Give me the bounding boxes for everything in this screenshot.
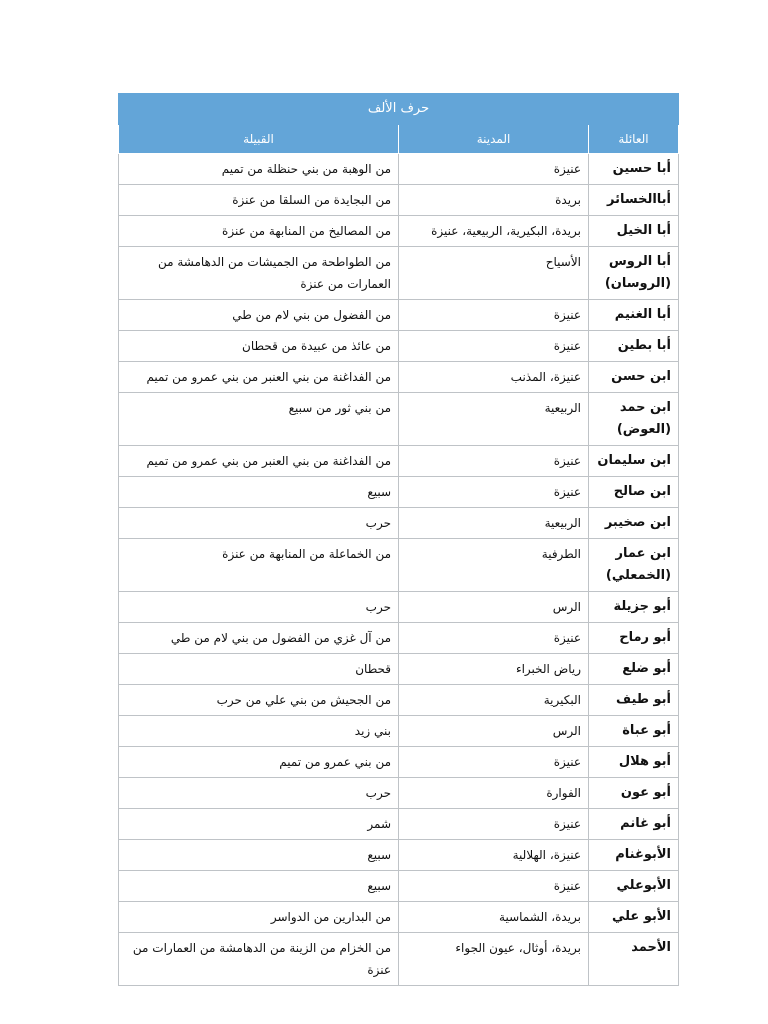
city-cell: عنيزة [399, 331, 589, 362]
city-cell: بريدة، أوثال، عيون الجواء [399, 933, 589, 986]
table-row [119, 716, 679, 747]
header-city: المدينة [399, 125, 589, 154]
family-cell: أبو عون [589, 778, 679, 809]
family-cell: أبا الروس (الروسان) [589, 247, 679, 300]
table-row [119, 592, 679, 623]
family-cell: ابن سليمان [589, 446, 679, 477]
city-cell: الفوارة [399, 778, 589, 809]
family-cell: أبو طيف [589, 685, 679, 716]
table-row [119, 446, 679, 477]
table-caption-row [119, 94, 679, 125]
table-row [119, 300, 679, 331]
table-row [119, 902, 679, 933]
tribe-cell: من البدارين من الدواسر [119, 902, 399, 933]
table-body [119, 154, 679, 986]
family-cell: ابن حمد (العوض) [589, 393, 679, 446]
city-cell: عنيزة، الهلالية [399, 840, 589, 871]
table-row [119, 247, 679, 300]
table-row [119, 539, 679, 592]
tribe-cell: من بني ثور من سبيع [119, 393, 399, 446]
tribe-cell: من الجحيش من بني علي من حرب [119, 685, 399, 716]
family-cell: أبا الخيل [589, 216, 679, 247]
table-row [119, 685, 679, 716]
table-row [119, 508, 679, 539]
tribe-cell: من الفداغنة من بني العنبر من بني عمرو من تميم [119, 362, 399, 393]
city-cell: عنيزة [399, 446, 589, 477]
table-row [119, 623, 679, 654]
city-cell: البكيرية [399, 685, 589, 716]
tribe-cell: حرب [119, 778, 399, 809]
table-row [119, 654, 679, 685]
city-cell: الرس [399, 592, 589, 623]
city-cell: عنيزة [399, 154, 589, 185]
table-row [119, 477, 679, 508]
family-cell: ابن صخيبر [589, 508, 679, 539]
family-cell: أبو ضلع [589, 654, 679, 685]
table-row [119, 393, 679, 446]
table-row [119, 747, 679, 778]
city-cell: بريدة، البكيرية، الربيعية، عنيزة [399, 216, 589, 247]
family-cell: أبو رماح [589, 623, 679, 654]
family-cell: الأحمد [589, 933, 679, 986]
tribe-cell: من الفضول من بني لام من طي [119, 300, 399, 331]
family-cell: أبو هلال [589, 747, 679, 778]
city-cell: عنيزة [399, 623, 589, 654]
family-cell: أبو جزيلة [589, 592, 679, 623]
tribe-cell: سبيع [119, 477, 399, 508]
city-cell: عنيزة [399, 747, 589, 778]
tribe-cell: من بني عمرو من تميم [119, 747, 399, 778]
city-cell: الرس [399, 716, 589, 747]
family-cell: أبو غانم [589, 809, 679, 840]
tribe-cell: من الوهبة من بني حنظلة من تميم [119, 154, 399, 185]
city-cell: الربيعية [399, 393, 589, 446]
family-cell: ابن صالح [589, 477, 679, 508]
tribe-cell: سبيع [119, 871, 399, 902]
family-cell: أباالخسائر [589, 185, 679, 216]
tribe-cell: حرب [119, 592, 399, 623]
family-cell: ابن عمار (الخمعلي) [589, 539, 679, 592]
families-table-container [118, 93, 678, 986]
family-cell: الأبوعلي [589, 871, 679, 902]
header-family: العائلة [589, 125, 679, 154]
tribe-cell: من الفداغنة من بني العنبر من بني عمرو من تميم [119, 446, 399, 477]
tribe-cell: من عائذ من عبيدة من قحطان [119, 331, 399, 362]
tribe-cell: من آل غزي من الفضول من بني لام من طي [119, 623, 399, 654]
table-row [119, 185, 679, 216]
table-header-row [119, 125, 679, 154]
city-cell: عنيزة [399, 809, 589, 840]
table-title: حرف الألف [119, 94, 679, 125]
family-cell: أبا حسين [589, 154, 679, 185]
family-cell: أبو عباة [589, 716, 679, 747]
city-cell: عنيزة [399, 477, 589, 508]
family-cell: ابن حسن [589, 362, 679, 393]
city-cell: الطرفية [399, 539, 589, 592]
tribe-cell: من البجايدة من السلقا من عنزة [119, 185, 399, 216]
table-row [119, 809, 679, 840]
table-row [119, 154, 679, 185]
tribe-cell: قحطان [119, 654, 399, 685]
city-cell: بريدة، الشماسية [399, 902, 589, 933]
family-cell: الأبوغنام [589, 840, 679, 871]
tribe-cell: حرب [119, 508, 399, 539]
table-row [119, 331, 679, 362]
tribe-cell: شمر [119, 809, 399, 840]
table-row [119, 216, 679, 247]
city-cell: رياض الخبراء [399, 654, 589, 685]
tribe-cell: من الخزام من الزينة من الدهامشة من العمارات من عنزة [119, 933, 399, 986]
table-row [119, 840, 679, 871]
tribe-cell: من الطواطحة من الجميشات من الدهامشة من العمارات من عنزة [119, 247, 399, 300]
city-cell: عنيزة [399, 300, 589, 331]
tribe-cell: بني زيد [119, 716, 399, 747]
city-cell: عنيزة [399, 871, 589, 902]
table-row [119, 778, 679, 809]
table-row [119, 933, 679, 986]
header-tribe: القبيلة [119, 125, 399, 154]
table-row [119, 871, 679, 902]
family-cell: أبا الغنيم [589, 300, 679, 331]
city-cell: الأسياح [399, 247, 589, 300]
family-cell: الأبو علي [589, 902, 679, 933]
city-cell: بريدة [399, 185, 589, 216]
families-table [118, 93, 679, 986]
tribe-cell: من المصاليخ من المنابهة من عنزة [119, 216, 399, 247]
tribe-cell: سبيع [119, 840, 399, 871]
family-cell: أبا بطين [589, 331, 679, 362]
table-row [119, 362, 679, 393]
city-cell: عنيزة، المذنب [399, 362, 589, 393]
city-cell: الربيعية [399, 508, 589, 539]
tribe-cell: من الخماعلة من المنابهة من عنزة [119, 539, 399, 592]
